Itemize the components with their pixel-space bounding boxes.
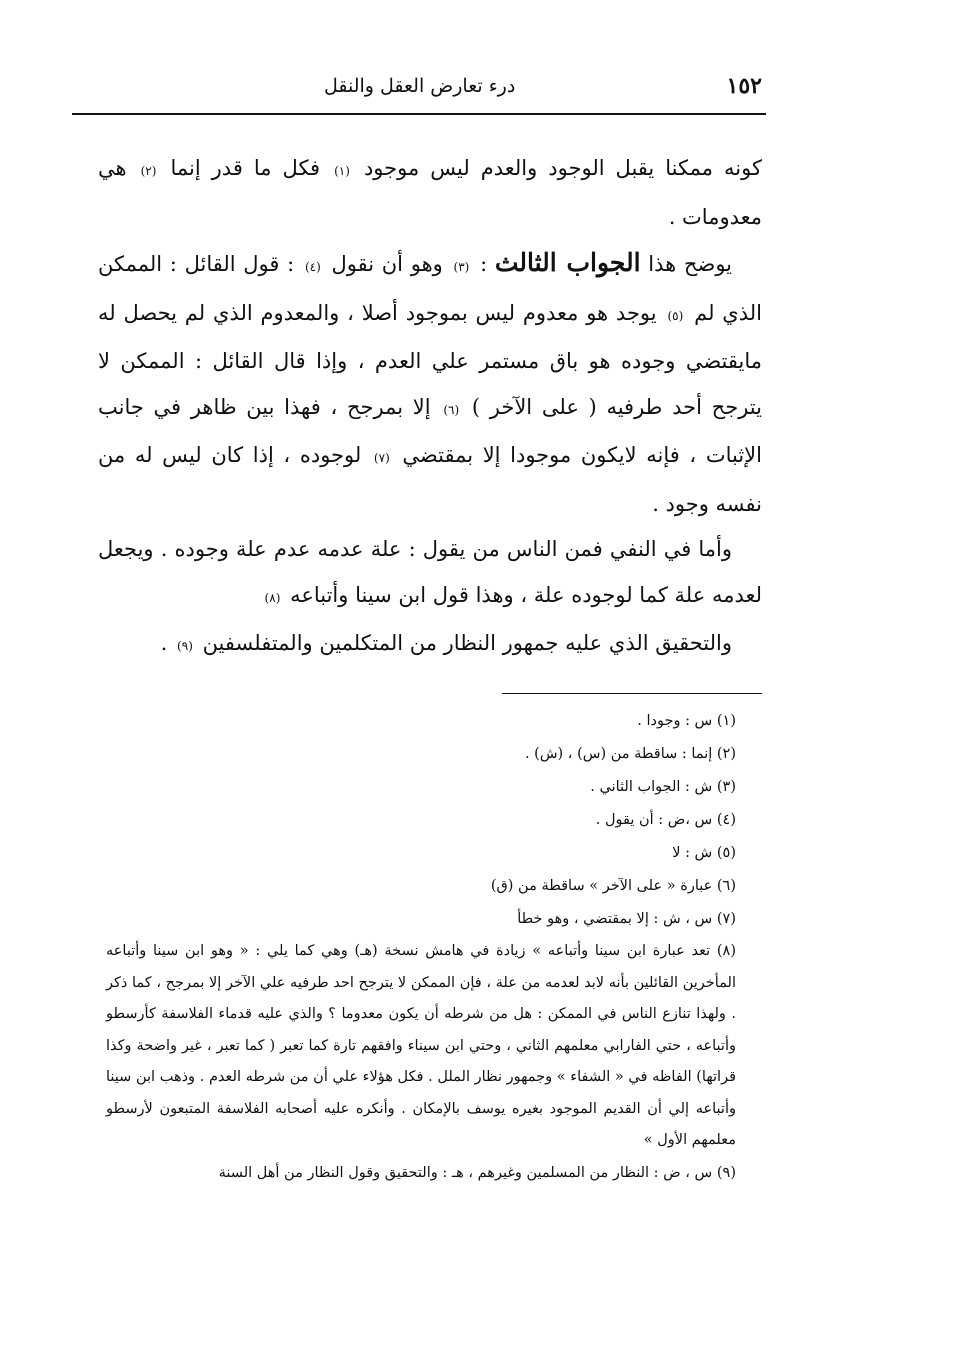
note-ref-1: (١) — [334, 164, 350, 178]
footnote-separator — [502, 693, 762, 694]
footnote-6: (٦) عبارة « على الآخر » ساقطة من (ق) — [490, 878, 736, 894]
text-run: لوجوده ، إذا كان ليس له من نفسه وجود . — [98, 443, 762, 516]
note-ref-6: (٦) — [443, 402, 460, 417]
footnote-3: (٣) ش : الجواب الثاني . — [590, 779, 736, 795]
main-text — [98, 146, 762, 670]
running-title: درء تعارض العقل والنقل — [324, 75, 516, 97]
text-run: يوجد هو معدوم ليس بموجود أصلا ، والمعدوم الذي لم يحصل له مايقتضي وجوده هو باق مستمر علي العدم ، وإذا قال القائل : الممكن لا يترجح أحد طرفيه ( على الآخر ) — [98, 300, 762, 419]
text-run: : قول القائل : الممكن الذي لم — [98, 252, 762, 325]
text-run: إلا بمرجح ، فهذا بين ظاهر في جانب الإثبات ، فإنه لايكون موجودا إلا بمقتضي — [98, 394, 762, 467]
paragraph-3 — [98, 527, 762, 621]
footnote-1: (١) س : وجودا . — [637, 713, 736, 729]
note-ref-2: (٢) — [140, 164, 157, 178]
text-run: يوضح هذا — [648, 252, 733, 276]
text-run: : — [480, 252, 488, 276]
footnote-5: (٥) ش : لا — [672, 845, 736, 861]
note-ref-5: (٥) — [667, 308, 684, 323]
footnote-9: (٩) س ، ض : النظار من المسلمين وغيرهم ، هـ : والتحقيق وقول النظار من أهل السنة — [218, 1164, 736, 1181]
footnote-4: (٤) س ،ض : أن يقول . — [595, 812, 736, 828]
text-run: كونه ممكنا يقبل الوجود والعدم ليس موجود — [363, 156, 762, 180]
text-run: وأما في النفي فمن الناس من يقول : علة عدمه عدم علة وجوده . ويجعل لعدمه علة كما لوجوده علة ، وهذا قول ابن سينا وأتباعه — [98, 537, 762, 607]
text-run: هي معدومات . — [98, 156, 762, 229]
text-run: فكل ما قدر إنما — [170, 156, 321, 180]
text-run: وهو أن نقول — [331, 252, 443, 276]
note-ref-7: (٧) — [373, 451, 390, 465]
note-ref-8: (٨) — [264, 590, 281, 605]
paragraph-1 — [98, 146, 762, 240]
footnote-8: (٨) تعد عبارة ابن سينا وأتباعه » زيادة في هامش نسخة (هـ) وهي كما يلي : « وهو ابن سينا وأتباعه المأخرين القائلين بأنه لابد لعدمه من علة ، فإن الممكن لا يترجح احد طرفيه علي الآخر إلا بمرجح ، كما ذكر . ولهذا تنازع الناس في الممكن : هل من شرطه أن يكون معدوما ؟ والذي عليه قدماء الفلاسفة كأرسطو وأتباعه ، حتي الفارابي معلمهم الثاني ، وحتي ابن سيناء وافقهم تارة كما تعبر ( كما تعبر ، غير واضحة وكذا قراتها) الفاظه في « الشفاء » وجمهور نظار الملل . فكل هؤلاء علي أن من شرطه العدم . وذهب ابن سينا وأتباعه إلي أن القديم الموجود بغيره يوسف بالإمكان . وأنكره عليه أصحابه الفلاسفة المتبعون لأرسطو معلمهم الأول » — [106, 943, 736, 1148]
note-ref-3: (٣) — [453, 260, 470, 274]
paragraph-2 — [98, 240, 762, 527]
footnote-7: (٧) س ، ش : إلا بمقتضي ، وهو خطأ — [517, 911, 736, 927]
page-number: ١٥٢ — [726, 73, 762, 99]
text-run: والتحقيق الذي عليه جمهور النظار من المتكلمين والمتفلسفين — [202, 631, 732, 655]
note-ref-4: (٤) — [304, 260, 321, 274]
paragraph-4 — [98, 621, 762, 670]
page-header — [96, 68, 762, 104]
section-heading-inline: الجواب الثالث — [494, 248, 641, 277]
footnotes — [106, 705, 762, 1190]
text-run: . — [160, 631, 168, 655]
header-rule — [72, 113, 766, 115]
note-ref-9: (٩) — [177, 639, 193, 653]
footnote-2: (٢) إنما : ساقطة من (س) ، (ش) . — [524, 746, 736, 762]
